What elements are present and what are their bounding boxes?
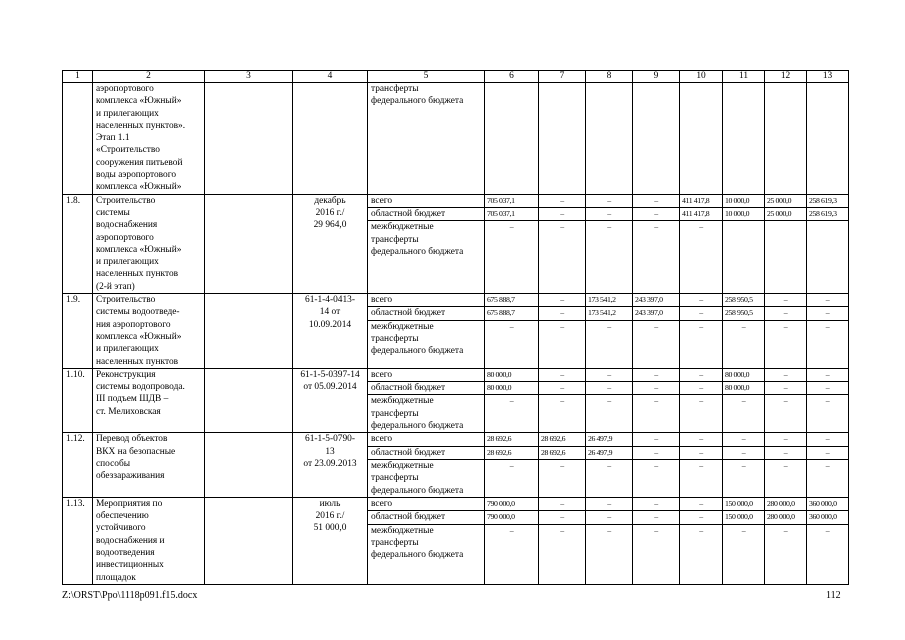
funding-source: трансферты федерального бюджета xyxy=(368,83,485,195)
amount-cell: – xyxy=(633,221,680,294)
amount-cell: – xyxy=(633,395,680,433)
amount-cell: 705 037,1 xyxy=(485,194,539,207)
amount-cell: – xyxy=(633,208,680,221)
amount-cell: – xyxy=(680,221,723,294)
amount-cell: – xyxy=(485,524,539,584)
amount-cell: – xyxy=(723,395,765,433)
funding-source: областной бюджет xyxy=(368,511,485,524)
column-number-13: 13 xyxy=(807,71,849,83)
funding-source: областной бюджет xyxy=(368,208,485,221)
column-3-cell xyxy=(205,433,293,497)
amount-cell: 26 497,9 xyxy=(586,446,633,459)
funding-source: областной бюджет xyxy=(368,446,485,459)
amount-cell: – xyxy=(807,294,849,307)
amount-cell: – xyxy=(807,307,849,320)
funding-source: межбюджетные трансферты федерального бюджета xyxy=(368,395,485,433)
funding-source: всего xyxy=(368,433,485,446)
item-name: аэропортового комплекса «Южный» и прилегающих населенных пунктов». Этап 1.1 «Строительство сооружения питьевой воды аэропортового комплекса «Южный» xyxy=(93,83,205,195)
amount-cell xyxy=(680,83,723,195)
amount-cell: – xyxy=(765,395,807,433)
amount-cell: – xyxy=(807,382,849,395)
column-number-8: 8 xyxy=(586,71,633,83)
amount-cell: 150 000,0 xyxy=(723,511,765,524)
amount-cell: – xyxy=(765,368,807,381)
amount-cell: – xyxy=(633,194,680,207)
amount-cell: – xyxy=(586,382,633,395)
amount-cell: – xyxy=(539,395,586,433)
amount-cell: – xyxy=(586,497,633,510)
amount-cell: – xyxy=(765,320,807,368)
table-row xyxy=(63,497,849,510)
funding-source: всего xyxy=(368,294,485,307)
amount-cell: – xyxy=(633,433,680,446)
table-row xyxy=(63,83,849,195)
amount-cell: – xyxy=(539,497,586,510)
amount-cell: 243 397,0 xyxy=(633,307,680,320)
amount-cell: – xyxy=(680,497,723,510)
amount-cell: – xyxy=(807,524,849,584)
document-sheet xyxy=(62,70,848,585)
amount-cell: 258 950,5 xyxy=(723,307,765,320)
amount-cell: 26 497,9 xyxy=(586,433,633,446)
amount-cell: 10 000,0 xyxy=(723,208,765,221)
table-body xyxy=(63,83,849,585)
amount-cell: – xyxy=(723,433,765,446)
amount-cell xyxy=(723,221,765,294)
amount-cell: – xyxy=(539,511,586,524)
item-date: 61-1-5-0790- 13 от 23.09.2013 xyxy=(293,433,368,497)
column-3-cell xyxy=(205,497,293,584)
column-3-cell xyxy=(205,194,293,293)
amount-cell: – xyxy=(633,511,680,524)
item-name: Перевод объектов ВКХ на безопасные способы обеззараживания xyxy=(93,433,205,497)
amount-cell: 360 000,0 xyxy=(807,497,849,510)
column-number-row xyxy=(63,71,849,83)
amount-cell: 411 417,8 xyxy=(680,194,723,207)
amount-cell: – xyxy=(765,459,807,497)
amount-cell: – xyxy=(680,307,723,320)
amount-cell: – xyxy=(633,320,680,368)
amount-cell: 25 000,0 xyxy=(765,194,807,207)
column-number-7: 7 xyxy=(539,71,586,83)
amount-cell: 80 000,0 xyxy=(723,382,765,395)
amount-cell: 28 692,6 xyxy=(485,446,539,459)
amount-cell: – xyxy=(586,208,633,221)
amount-cell: – xyxy=(680,320,723,368)
table-row xyxy=(63,294,849,307)
item-number: 1.12. xyxy=(63,433,93,497)
amount-cell xyxy=(807,83,849,195)
column-3-cell xyxy=(205,368,293,432)
amount-cell: – xyxy=(539,307,586,320)
amount-cell: – xyxy=(586,459,633,497)
item-number: 1.9. xyxy=(63,294,93,369)
funding-source: областной бюджет xyxy=(368,307,485,320)
amount-cell: – xyxy=(539,221,586,294)
amount-cell xyxy=(765,221,807,294)
amount-cell: 173 541,2 xyxy=(586,307,633,320)
amount-cell xyxy=(765,83,807,195)
amount-cell: – xyxy=(539,208,586,221)
amount-cell: – xyxy=(586,221,633,294)
amount-cell xyxy=(485,83,539,195)
funding-source: всего xyxy=(368,368,485,381)
amount-cell: – xyxy=(807,446,849,459)
table-row xyxy=(63,433,849,446)
amount-cell: – xyxy=(633,382,680,395)
amount-cell: – xyxy=(485,320,539,368)
amount-cell: – xyxy=(539,320,586,368)
amount-cell: – xyxy=(723,446,765,459)
amount-cell: 411 417,8 xyxy=(680,208,723,221)
amount-cell: – xyxy=(765,433,807,446)
column-number-2: 2 xyxy=(93,71,205,83)
amount-cell: – xyxy=(586,320,633,368)
amount-cell: – xyxy=(680,511,723,524)
column-number-3: 3 xyxy=(205,71,293,83)
amount-cell: – xyxy=(680,368,723,381)
amount-cell: – xyxy=(765,446,807,459)
funding-source: областной бюджет xyxy=(368,382,485,395)
column-3-cell xyxy=(205,294,293,369)
item-date: июль 2016 г./ 51 000,0 xyxy=(293,497,368,584)
item-date xyxy=(293,83,368,195)
item-number xyxy=(63,83,93,195)
column-3-cell xyxy=(205,83,293,195)
amount-cell: – xyxy=(633,524,680,584)
amount-cell xyxy=(586,83,633,195)
amount-cell: 173 541,2 xyxy=(586,294,633,307)
amount-cell: – xyxy=(586,395,633,433)
amount-cell: 790 000,0 xyxy=(485,511,539,524)
amount-cell xyxy=(539,83,586,195)
amount-cell: 360 000,0 xyxy=(807,511,849,524)
amount-cell: 80 000,0 xyxy=(485,382,539,395)
amount-cell xyxy=(723,83,765,195)
amount-cell: – xyxy=(723,524,765,584)
page-number: 112 xyxy=(826,590,841,601)
amount-cell: – xyxy=(539,382,586,395)
item-name: Мероприятия по обеспечению устойчивого водоснабжения и водоотведения инвестиционных площадок xyxy=(93,497,205,584)
amount-cell: – xyxy=(539,459,586,497)
amount-cell: – xyxy=(633,446,680,459)
amount-cell: 280 000,0 xyxy=(765,511,807,524)
amount-cell: 10 000,0 xyxy=(723,194,765,207)
amount-cell: – xyxy=(586,511,633,524)
amount-cell: 258 619,3 xyxy=(807,208,849,221)
amount-cell: 150 000,0 xyxy=(723,497,765,510)
funding-source: межбюджетные трансферты федерального бюджета xyxy=(368,524,485,584)
item-number: 1.8. xyxy=(63,194,93,293)
amount-cell: – xyxy=(680,433,723,446)
item-date: 61-1-4-0413- 14 от 10.09.2014 xyxy=(293,294,368,369)
amount-cell: 25 000,0 xyxy=(765,208,807,221)
table-row xyxy=(63,368,849,381)
amount-cell: – xyxy=(485,395,539,433)
column-number-6: 6 xyxy=(485,71,539,83)
amount-cell: – xyxy=(586,194,633,207)
amount-cell: – xyxy=(680,446,723,459)
amount-cell: – xyxy=(680,459,723,497)
table-row xyxy=(63,194,849,207)
column-number-1: 1 xyxy=(63,71,93,83)
amount-cell: – xyxy=(539,194,586,207)
amount-cell: – xyxy=(807,459,849,497)
amount-cell: – xyxy=(680,395,723,433)
amount-cell: 790 000,0 xyxy=(485,497,539,510)
amount-cell: – xyxy=(485,459,539,497)
amount-cell: – xyxy=(807,433,849,446)
amount-cell: 28 692,6 xyxy=(485,433,539,446)
amount-cell: – xyxy=(723,320,765,368)
funding-source: межбюджетные трансферты федерального бюджета xyxy=(368,320,485,368)
file-path-footer: Z:\ORST\Ppo\1118p091.f15.docx xyxy=(62,590,198,601)
amount-cell: – xyxy=(633,459,680,497)
column-number-12: 12 xyxy=(765,71,807,83)
amount-cell: 80 000,0 xyxy=(723,368,765,381)
amount-cell: – xyxy=(765,307,807,320)
funding-source: межбюджетные трансферты федерального бюджета xyxy=(368,459,485,497)
amount-cell: – xyxy=(633,368,680,381)
amount-cell: – xyxy=(807,320,849,368)
amount-cell xyxy=(633,83,680,195)
amount-cell: 80 000,0 xyxy=(485,368,539,381)
amount-cell: 243 397,0 xyxy=(633,294,680,307)
column-number-10: 10 xyxy=(680,71,723,83)
amount-cell: 28 692,6 xyxy=(539,433,586,446)
amount-cell: – xyxy=(680,382,723,395)
column-number-9: 9 xyxy=(633,71,680,83)
amount-cell: 705 037,1 xyxy=(485,208,539,221)
item-name: Строительство системы водоснабжения аэропортового комплекса «Южный» и прилегающих населенных пунктов (2-й этап) xyxy=(93,194,205,293)
amount-cell: – xyxy=(680,294,723,307)
column-number-5: 5 xyxy=(368,71,485,83)
amount-cell: – xyxy=(680,524,723,584)
amount-cell: – xyxy=(807,395,849,433)
funding-source: межбюджетные трансферты федерального бюджета xyxy=(368,221,485,294)
amount-cell: – xyxy=(633,497,680,510)
amount-cell: – xyxy=(586,524,633,584)
amount-cell: 675 888,7 xyxy=(485,294,539,307)
amount-cell: 28 692,6 xyxy=(539,446,586,459)
column-number-4: 4 xyxy=(293,71,368,83)
amount-cell: – xyxy=(765,382,807,395)
amount-cell: 258 950,5 xyxy=(723,294,765,307)
amount-cell: – xyxy=(765,524,807,584)
column-number-11: 11 xyxy=(723,71,765,83)
funding-source: всего xyxy=(368,194,485,207)
amount-cell: – xyxy=(539,368,586,381)
amount-cell: – xyxy=(539,524,586,584)
amount-cell: 675 888,7 xyxy=(485,307,539,320)
item-date: декабрь 2016 г./ 29 964,0 xyxy=(293,194,368,293)
amount-cell: 280 000,0 xyxy=(765,497,807,510)
item-number: 1.13. xyxy=(63,497,93,584)
budget-table xyxy=(62,70,849,585)
item-number: 1.10. xyxy=(63,368,93,432)
amount-cell: – xyxy=(539,294,586,307)
amount-cell: – xyxy=(723,459,765,497)
item-name: Реконструкция системы водопровода. III подъем ШДВ – ст. Мелиховская xyxy=(93,368,205,432)
amount-cell: 258 619,3 xyxy=(807,194,849,207)
amount-cell xyxy=(807,221,849,294)
amount-cell: – xyxy=(485,221,539,294)
funding-source: всего xyxy=(368,497,485,510)
item-date: 61-1-5-0397-14 от 05.09.2014 xyxy=(293,368,368,432)
amount-cell: – xyxy=(807,368,849,381)
amount-cell: – xyxy=(586,368,633,381)
amount-cell: – xyxy=(765,294,807,307)
item-name: Строительство системы водоотведе- ния аэропортового комплекса «Южный» и прилегающих населенных пунктов xyxy=(93,294,205,369)
